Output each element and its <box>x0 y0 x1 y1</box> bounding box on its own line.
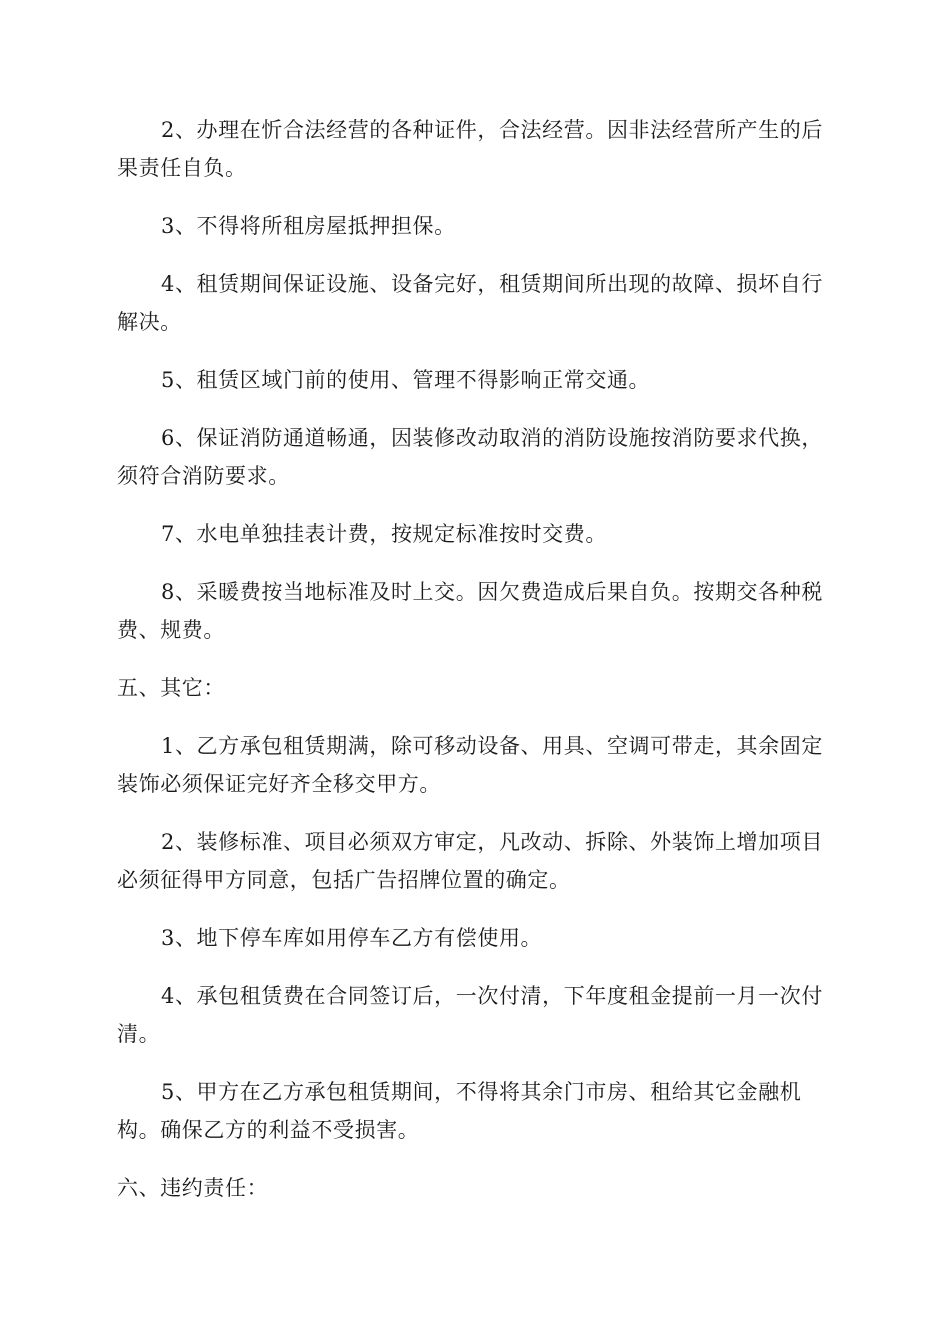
clause-item-4: 4、租赁期间保证设施、设备完好，租赁期间所出现的故障、损坏自行解决。 <box>117 272 823 334</box>
other-item-3: 3、地下停车库如用停车乙方有偿使用。 <box>161 926 543 950</box>
document-body <box>117 111 831 1227</box>
other-item-1: 1、乙方承包租赁期满，除可移动设备、用具、空调可带走，其余固定装饰必须保证完好齐全移交甲方。 <box>117 734 823 796</box>
clause-item-8: 8、采暖费按当地标准及时上交。因欠费造成后果自负。按期交各种税费、规费。 <box>117 580 823 642</box>
section-heading-breach: 六、违约责任： <box>117 1176 269 1200</box>
other-item-4: 4、承包租赁费在合同签订后，一次付清，下年度租金提前一月一次付清。 <box>117 984 823 1046</box>
clause-item-2: 2、办理在忻合法经营的各种证件，合法经营。因非法经营所产生的后果责任自负。 <box>117 118 823 180</box>
section-heading-other: 五、其它： <box>117 676 225 700</box>
clause-item-3: 3、不得将所租房屋抵押担保。 <box>161 214 456 238</box>
clause-item-7: 7、水电单独挂表计费，按规定标准按时交费。 <box>161 522 607 546</box>
other-item-5: 5、甲方在乙方承包租赁期间，不得将其余门市房、租给其它金融机构。确保乙方的利益不受损害。 <box>117 1080 802 1142</box>
clause-item-5: 5、租赁区域门前的使用、管理不得影响正常交通。 <box>161 368 651 392</box>
clause-item-6: 6、保证消防通道畅通，因装修改动取消的消防设施按消防要求代换，须符合消防要求。 <box>117 426 823 488</box>
other-item-2: 2、装修标准、项目必须双方审定，凡改动、拆除、外装饰上增加项目必须征得甲方同意，包括广告招牌位置的确定。 <box>117 830 823 892</box>
